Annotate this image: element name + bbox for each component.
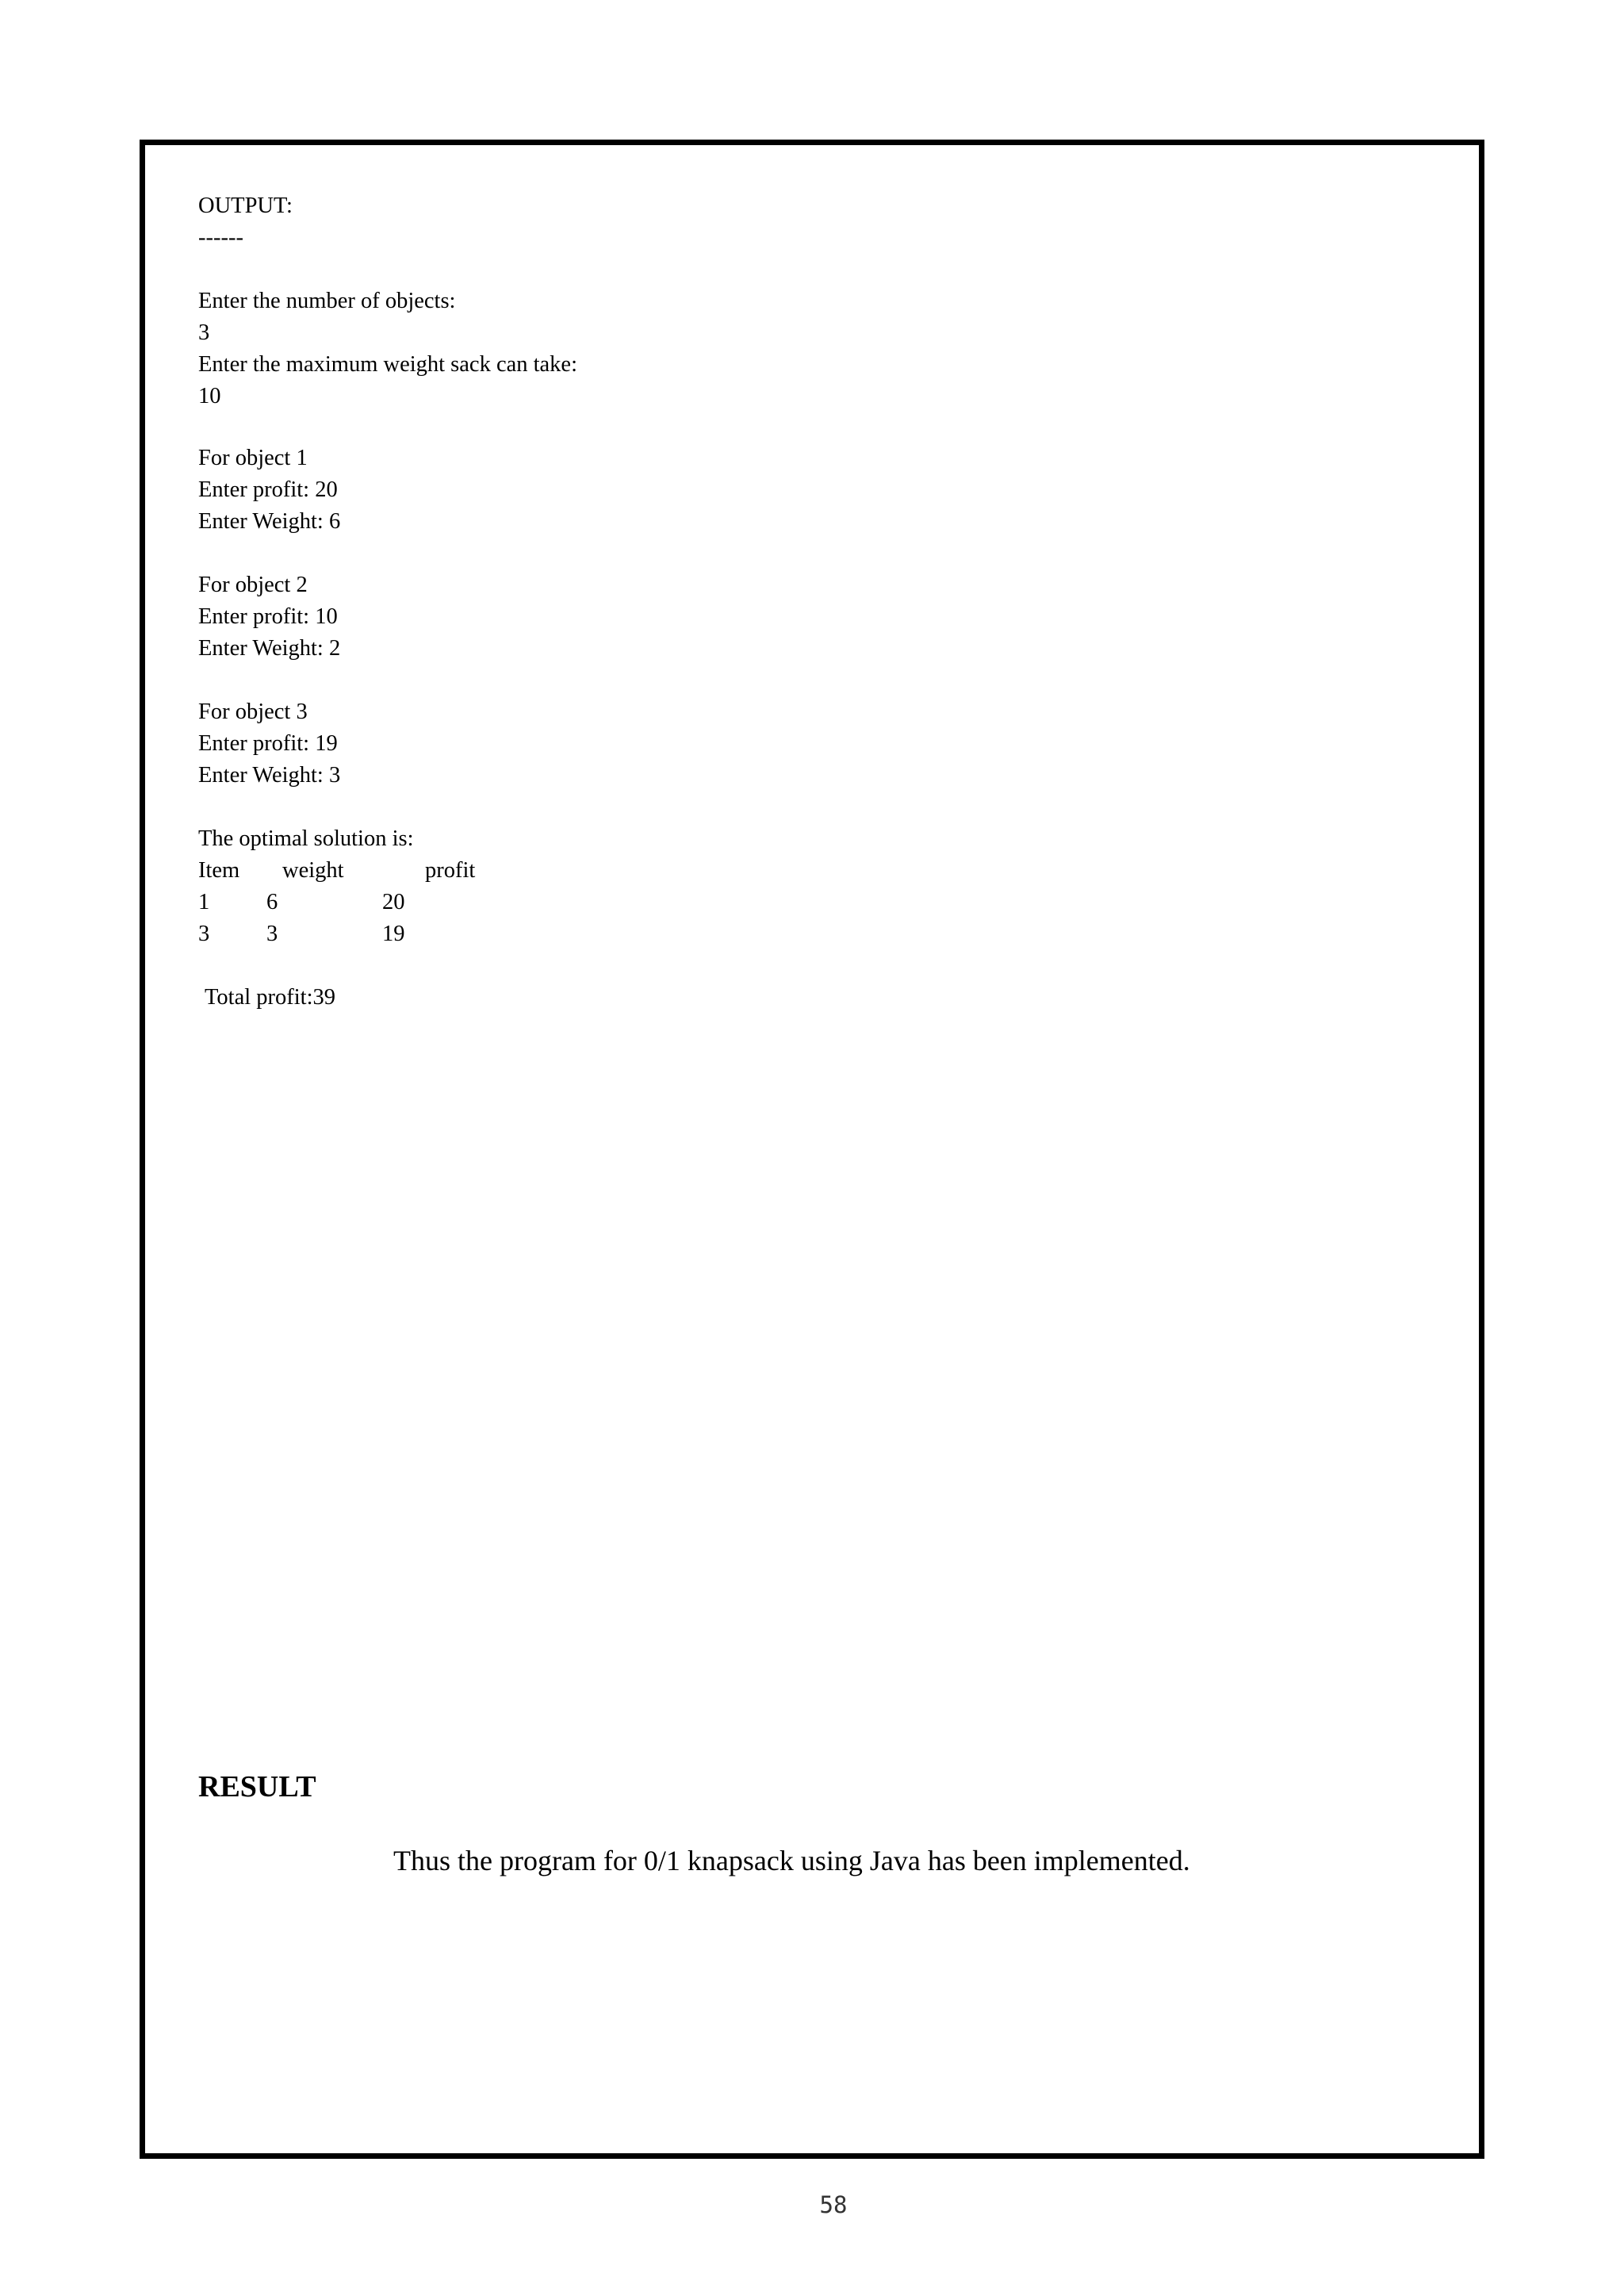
table-header-profit: profit [425, 858, 476, 883]
total-profit: Total profit:39 [205, 985, 336, 1010]
output-line: For object 3 [198, 700, 308, 724]
result-text: Thus the program for 0/1 knapsack using Java has been implemented. [393, 1845, 1190, 1876]
table-cell: 3 [266, 922, 278, 946]
output-line: For object 1 [198, 446, 308, 470]
output-heading: OUTPUT: [198, 194, 293, 218]
table-cell: 20 [382, 890, 405, 914]
output-line: Enter Weight: 6 [198, 509, 341, 534]
output-line: Enter the maximum weight sack can take: [198, 352, 578, 377]
table-cell: 1 [198, 890, 210, 914]
output-line: 3 [198, 320, 210, 345]
output-line: Enter Weight: 3 [198, 763, 341, 788]
table-header-item: Item [198, 858, 240, 883]
output-line: Enter profit: 10 [198, 604, 338, 629]
table-cell: 6 [266, 890, 278, 914]
output-line: For object 2 [198, 573, 308, 597]
output-line: Enter the number of objects: [198, 289, 456, 313]
table-header-weight: weight [282, 858, 344, 883]
output-line: Enter profit: 19 [198, 731, 338, 756]
output-line: Enter Weight: 2 [198, 636, 341, 661]
page-number: 58 [819, 2191, 848, 2218]
output-line: Enter profit: 20 [198, 477, 338, 502]
table-cell: 3 [198, 922, 210, 946]
table-cell: 19 [382, 922, 405, 946]
output-underline: ------ [198, 225, 243, 250]
output-line: 10 [198, 384, 221, 408]
output-line: The optimal solution is: [198, 826, 414, 851]
result-heading: RESULT [198, 1770, 316, 1803]
